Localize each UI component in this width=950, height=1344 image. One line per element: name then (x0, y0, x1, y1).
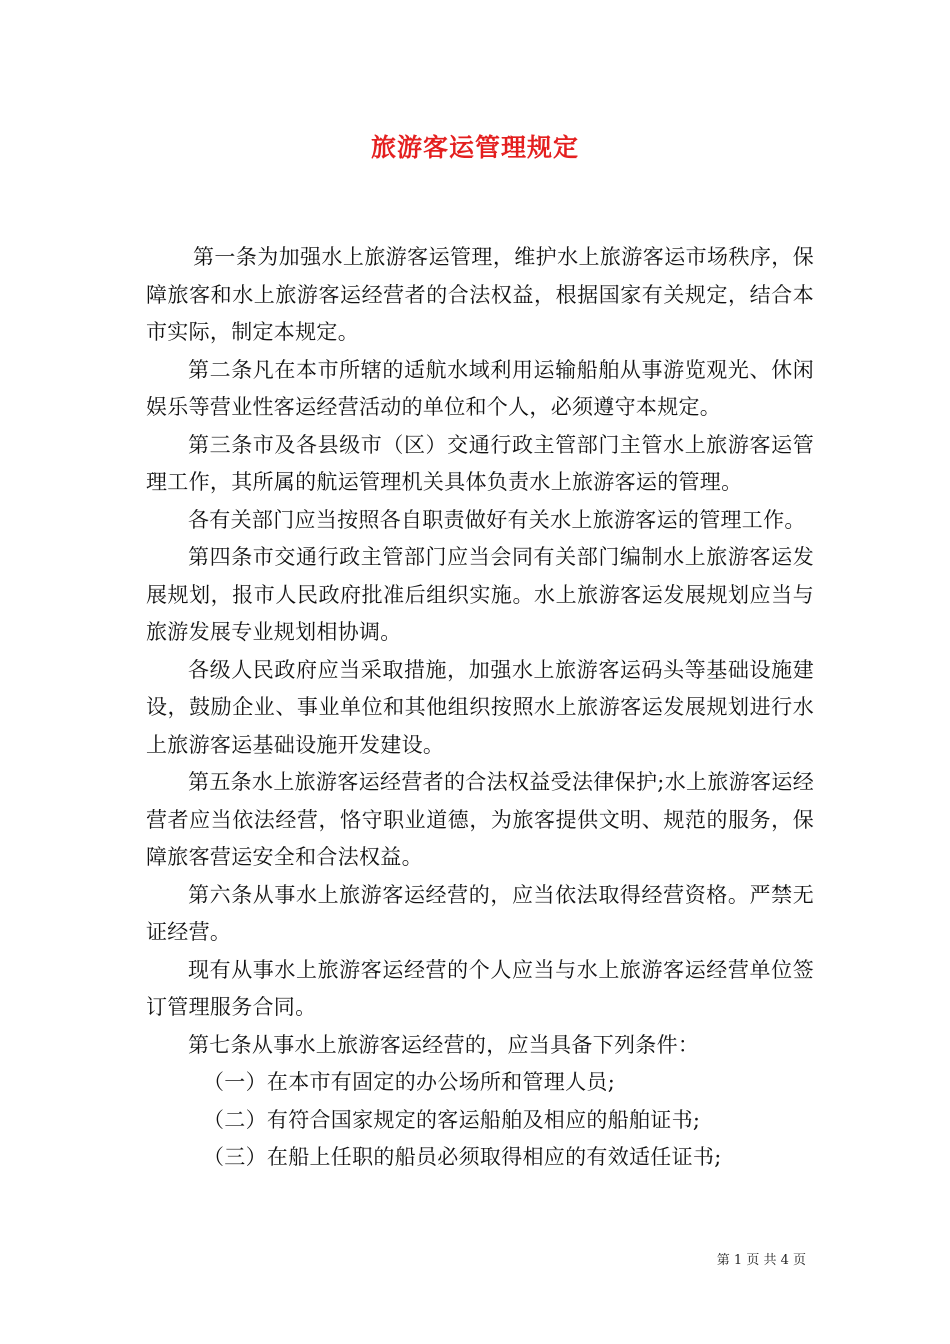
paragraph: 第四条市交通行政主管部门应当会同有关部门编制水上旅游客运发展规划，报市人民政府批准后组织实施。水上旅游客运发展规划应当与旅游发展专业规划相协调。 (146, 545, 814, 644)
document-title: 旅游客运管理规定 (370, 133, 579, 162)
paragraph: 各有关部门应当按照各自职责做好有关水上旅游客运的管理工作。 (188, 507, 806, 532)
paragraph: 第六条从事水上旅游客运经营的，应当依法取得经营资格。严禁无证经营。 (146, 882, 814, 944)
paragraph: 第一条为加强水上旅游客运管理，维护水上旅游客运市场秩序，保障旅客和水上旅游客运经营者的合法权益，根据国家有关规定，结合本市实际，制定本规定。 (146, 245, 814, 344)
page-number: 第 1 页 共 4 页 (716, 1253, 806, 1268)
document-body (146, 239, 814, 1177)
list-item: （一）在本市有固定的办公场所和管理人员; (203, 1070, 616, 1094)
paragraph: 第七条从事水上旅游客运经营的，应当具备下列条件： (188, 1032, 700, 1057)
list-item: （二）有符合国家规定的客运船舶及相应的船舶证书; (203, 1107, 701, 1132)
paragraph: 第三条市及各县级市（区）交通行政主管部门主管水上旅游客运管理工作，其所属的航运管理机关具体负责水上旅游客运的管理。 (146, 432, 814, 494)
paragraph: 第五条水上旅游客运经营者的合法权益受法律保护;水上旅游客运经营者应当依法经营，恪守职业道德，为旅客提供文明、规范的服务，保障旅客营运安全和合法权益。 (146, 770, 814, 869)
paragraph: 第二条凡在本市所辖的适航水域利用运输船舶从事游览观光、休闲娱乐等营业性客运经营活动的单位和个人，必须遵守本规定。 (146, 357, 814, 419)
list-item: （三）在船上任职的船员必须取得相应的有效适任证书; (203, 1145, 722, 1169)
paragraph: 现有从事水上旅游客运经营的个人应当与水上旅游客运经营单位签订管理服务合同。 (146, 957, 814, 1019)
paragraph: 各级人民政府应当采取措施，加强水上旅游客运码头等基础设施建设，鼓励企业、事业单位和其他组织按照水上旅游客运发展规划进行水上旅游客运基础设施开发建设。 (146, 657, 814, 757)
